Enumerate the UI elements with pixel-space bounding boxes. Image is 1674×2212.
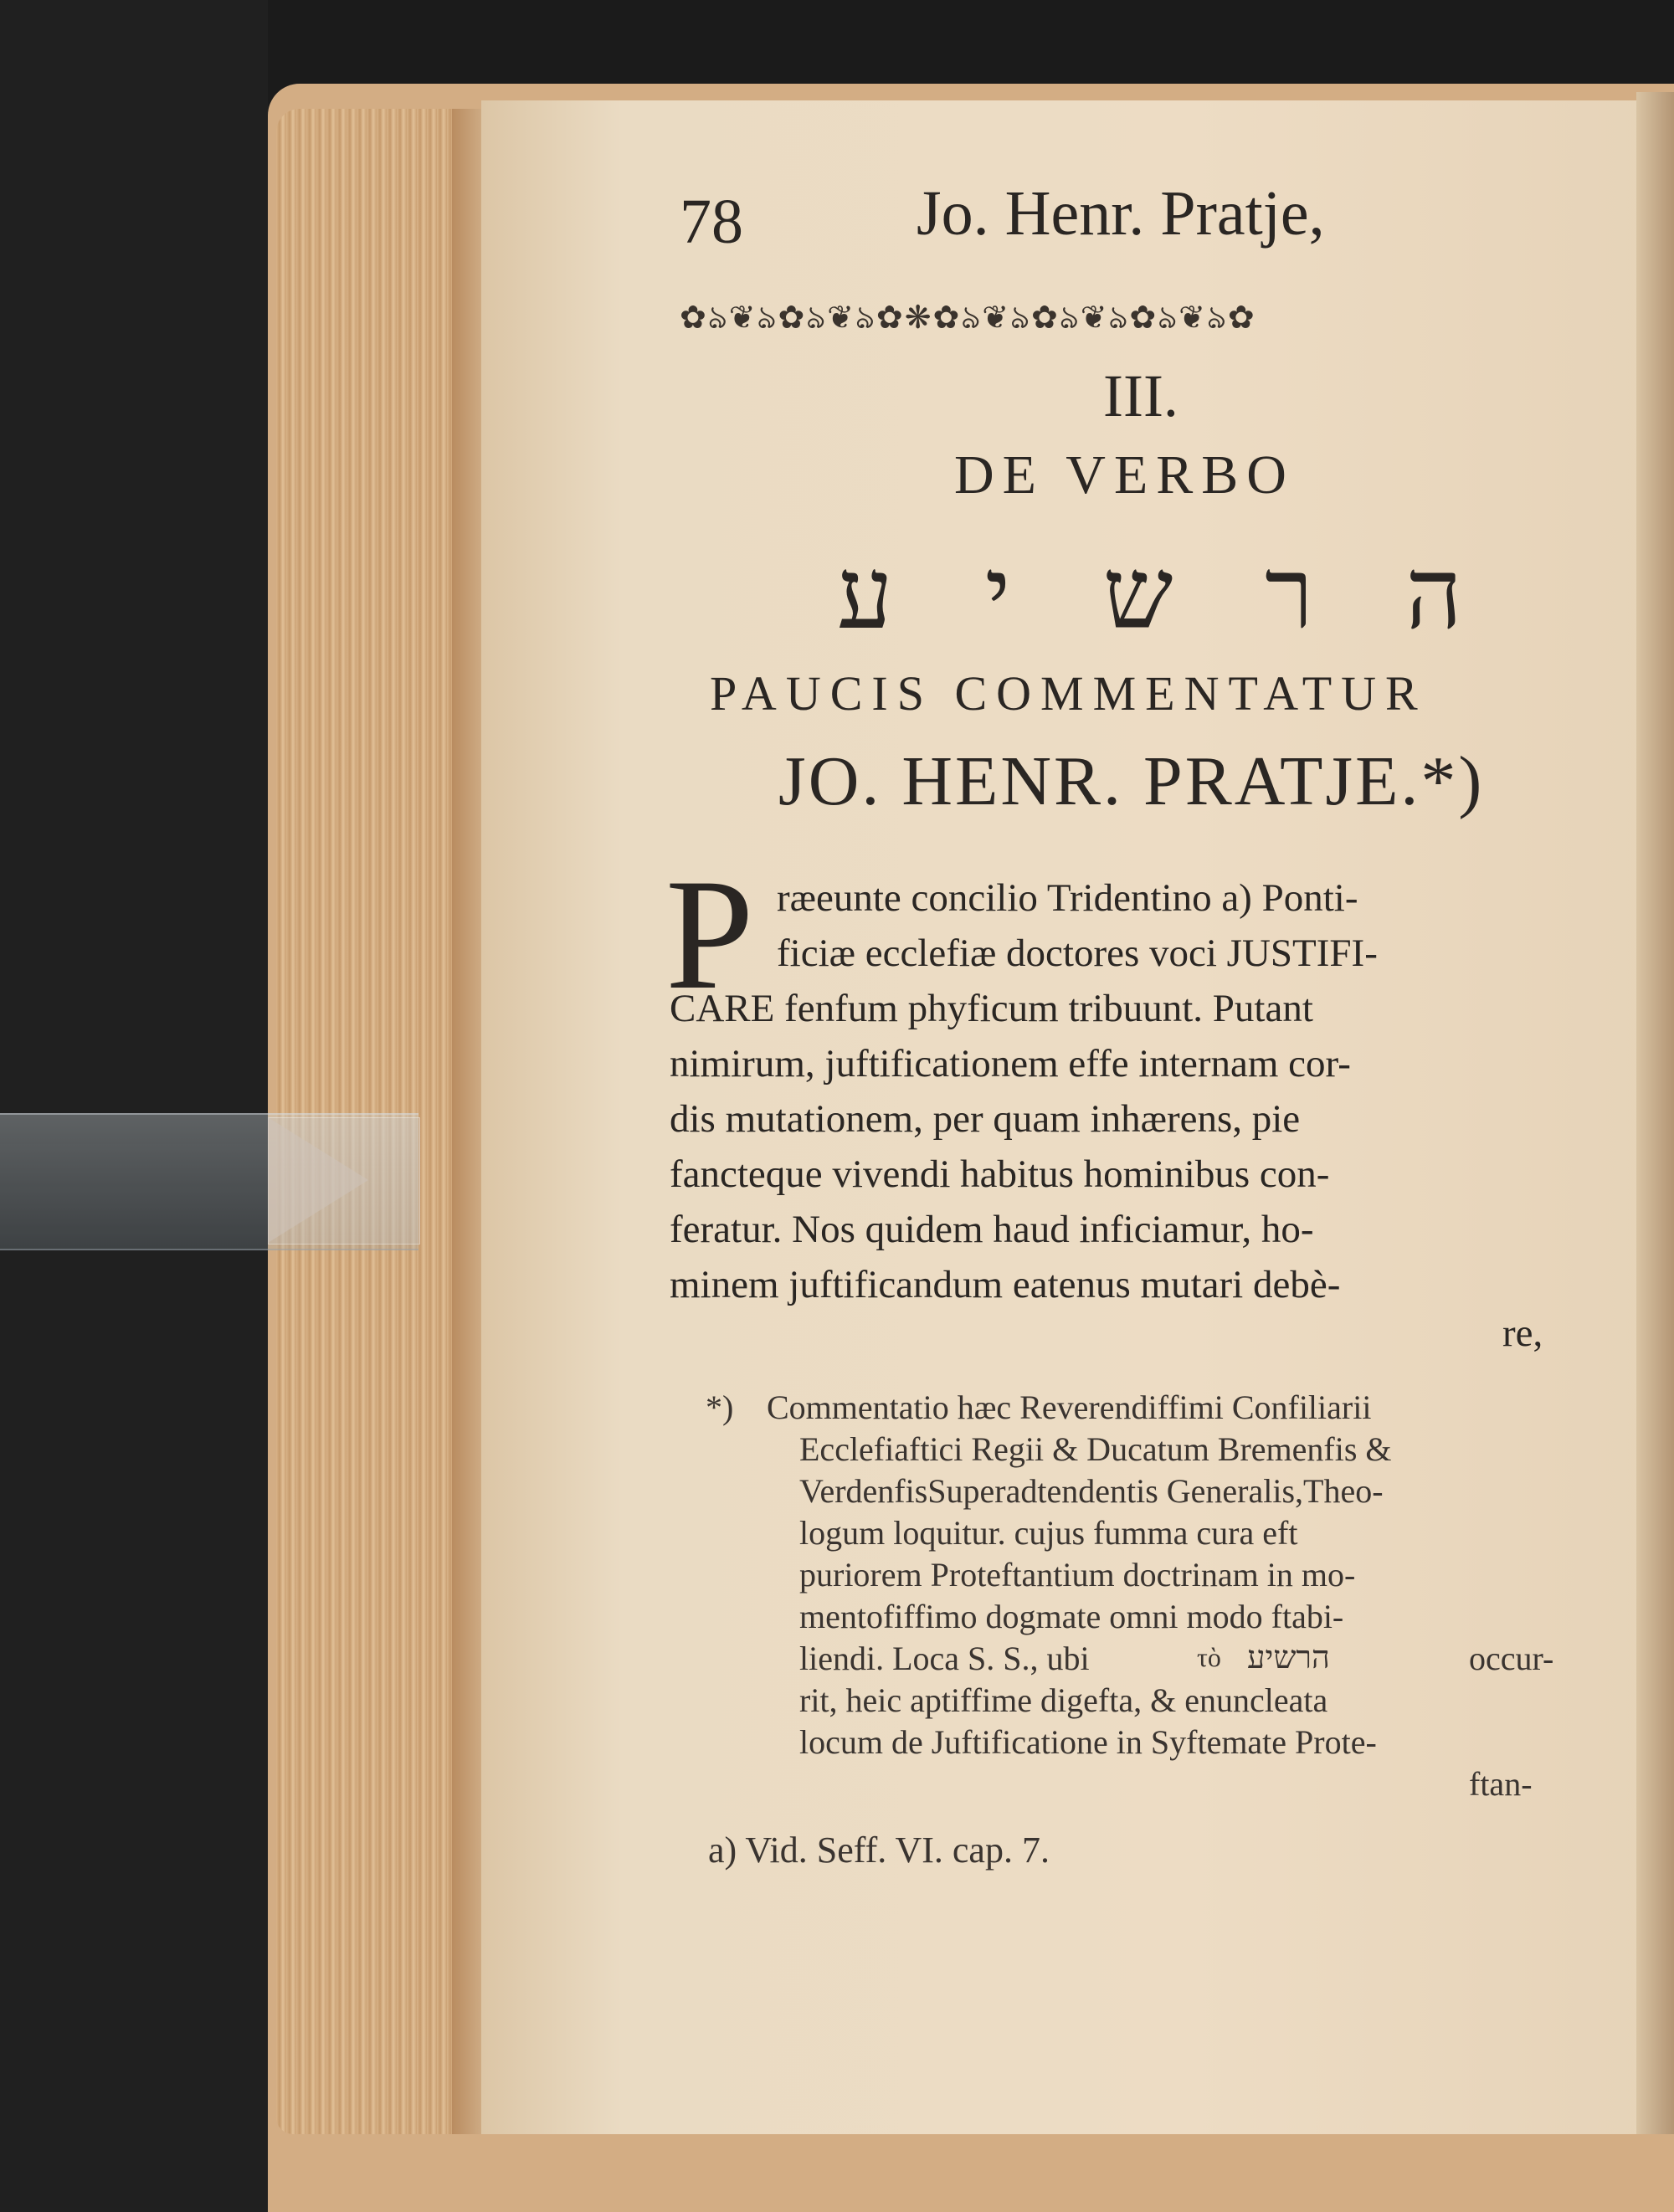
footnote-line: logum loquitur. cujus fumma cura eft xyxy=(799,1514,1298,1552)
page-number: 78 xyxy=(680,187,743,257)
drop-cap: P xyxy=(665,847,754,1023)
page-fold xyxy=(1636,92,1674,2134)
footnote-line: mentofiffimo dogmate omni modo ftabi- xyxy=(799,1598,1344,1635)
footnote-line-end: occur- xyxy=(1469,1640,1554,1677)
body-line: fancteque vivendi habitus hominibus con- xyxy=(670,1152,1330,1196)
author-name: JO. HENR. PRATJE.*) xyxy=(778,742,1485,820)
catchword: re, xyxy=(1502,1311,1543,1355)
body-line: feratur. Nos quidem haud inficiamur, ho- xyxy=(670,1208,1314,1251)
body-line: dis mutationem, per quam inhærens, pie xyxy=(670,1097,1301,1141)
bookmark-tip xyxy=(268,1117,368,1243)
footnote-line: VerdenfisSuperadtendentis Generalis,Theo- xyxy=(799,1472,1384,1510)
footnote-line: rit, heic aptiffime digefta, & enuncleata xyxy=(799,1681,1328,1719)
body-line: minem juftificandum eatenus mutari debè- xyxy=(670,1263,1341,1306)
heading-paucis: PAUCIS COMMENTATUR xyxy=(710,666,1427,721)
footnote-line: puriorem Proteftantium doctrinam in mo- xyxy=(799,1556,1356,1594)
body-line: ficiæ ecclefiæ doctores voci JUSTIFI- xyxy=(777,932,1378,975)
scanner-bed xyxy=(0,0,268,2212)
footnote-line: Ecclefiaftici Regii & Ducatum Bremenfis & xyxy=(799,1430,1392,1468)
running-head: Jo. Henr. Pratje, xyxy=(917,178,1325,249)
footnote-hebrew: הרשיע xyxy=(1247,1639,1330,1676)
footnote-line: liendi. Loca S. S., ubi xyxy=(799,1640,1090,1677)
footnote-greek: τὸ xyxy=(1197,1642,1221,1672)
footnote-line: Commentatio hæc Reverendiffimi Confiliarii xyxy=(767,1388,1372,1426)
body-line: nimirum, juftificationem effe internam cor- xyxy=(670,1042,1351,1085)
footnote-line: locum de Juftificatione in Syftemate Prote- xyxy=(799,1723,1377,1761)
ornament-band: ✿ঌ❦ঌ✿ঌ❦ঌ✿❋✿ঌ❦ঌ✿ঌ❦ঌ✿ঌ❦ঌ✿ xyxy=(680,299,1256,330)
hebrew-word: הרשיע xyxy=(837,536,1555,651)
body-line: CARE fenfum phyficum tribuunt. Putant xyxy=(670,987,1313,1030)
section-numeral: III. xyxy=(1103,362,1178,429)
footnote-marker: *) xyxy=(706,1388,734,1426)
body-line: ræeunte concilio Tridentino a) Ponti- xyxy=(777,876,1358,920)
footnote-catchword: ftan- xyxy=(1469,1765,1533,1803)
heading-de-verbo: DE VERBO xyxy=(954,444,1295,506)
note-a: a) Vid. Seff. VI. cap. 7. xyxy=(708,1830,1050,1871)
